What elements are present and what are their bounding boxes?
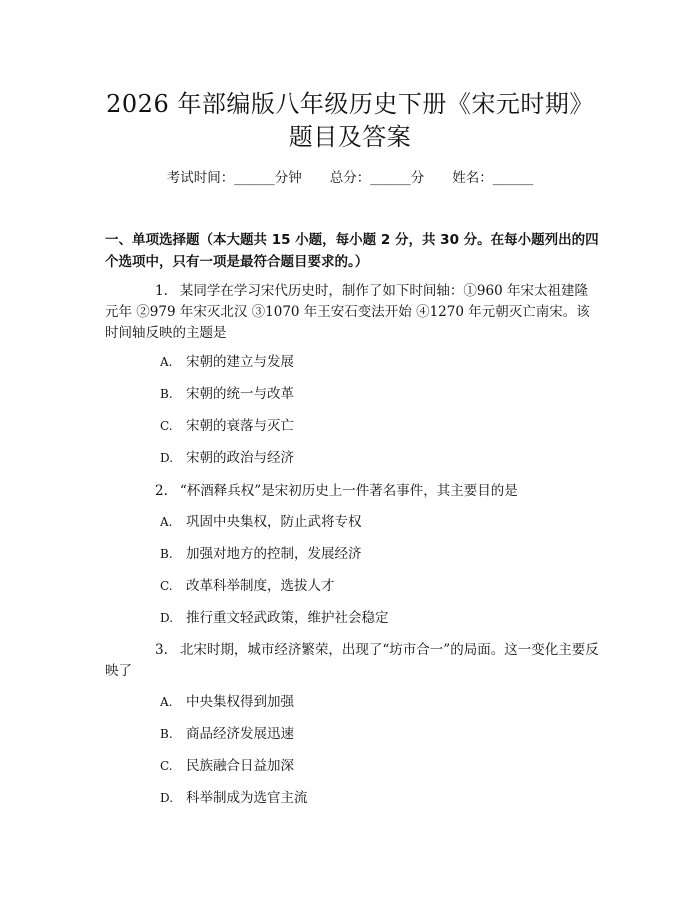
option-text: 宋朝的衰落与灭亡 (186, 418, 294, 434)
option-1d (160, 448, 294, 468)
exam-time-field: 考试时间：______分钟 (166, 170, 302, 186)
option-text: 宋朝的统一与改革 (186, 386, 294, 402)
option-letter: A. (160, 515, 173, 529)
option-letter: A. (160, 355, 173, 369)
total-score-field: 总分：______分 (329, 170, 425, 186)
option-letter: B. (160, 387, 173, 401)
option-text: 宋朝的政治与经济 (186, 450, 294, 466)
option-text: 宋朝的建立与发展 (186, 354, 294, 370)
question-2 (105, 481, 601, 502)
document-title-line1: 2026 年部编版八年级历史下册《宋元时期》 (106, 90, 594, 118)
option-letter: B. (160, 547, 173, 561)
section-heading: 一、单项选择题（本大题共 15 小题，每小题 2 分，共 30 分。在每小题列出的四个选项中，只有一项是最符合题目要求的。） (105, 232, 599, 270)
option-text: 巩固中央集权，防止武将专权 (186, 514, 362, 530)
option-letter: C. (160, 579, 173, 593)
option-text: 民族融合日益加深 (186, 758, 294, 774)
option-letter: D. (160, 451, 174, 465)
option-text: 中央集权得到加强 (186, 694, 294, 710)
option-1c (160, 416, 294, 436)
question-text: “杯酒释兵权”是宋初历史上一件著名事件，其主要目的是 (179, 483, 518, 499)
question-text: 某同学在学习宋代历史时，制作了如下时间轴：①960 年宋太祖建隆元年 ②979 年宋灭北汉 ③1070 年王安石变法开始 ④1270 年元朝灭亡南宋。该时间轴反映的主题是 (105, 283, 590, 341)
option-text: 科举制成为选官主流 (186, 790, 308, 806)
question-number: 2. (155, 483, 168, 499)
option-letter: C. (160, 759, 173, 773)
option-text: 加强对地方的控制，发展经济 (186, 546, 362, 562)
option-letter: B. (160, 727, 173, 741)
question-3 (105, 640, 601, 682)
option-2c (160, 576, 335, 596)
option-1b (160, 384, 294, 404)
student-name-field: 姓名：______ (452, 170, 534, 186)
question-1 (105, 281, 601, 344)
question-number: 3. (155, 642, 168, 658)
option-letter: D. (160, 611, 174, 625)
option-text: 改革科举制度，选拔人才 (186, 578, 335, 594)
option-2a (160, 512, 362, 532)
option-2d (160, 608, 389, 628)
option-2b (160, 544, 362, 564)
option-letter: C. (160, 419, 173, 433)
option-text: 商品经济发展迅速 (186, 726, 294, 742)
option-3b (160, 724, 294, 744)
option-letter: D. (160, 791, 174, 805)
option-3a (160, 692, 294, 712)
option-3d (160, 788, 308, 808)
question-number: 1. (155, 283, 168, 299)
option-text: 推行重文轻武政策，维护社会稳定 (186, 610, 389, 626)
option-3c (160, 756, 294, 776)
document-title-line2: 题目及答案 (288, 123, 412, 151)
option-letter: A. (160, 695, 173, 709)
exam-info (0, 168, 700, 188)
question-text: 北宋时期，城市经济繁荣，出现了“坊市合一”的局面。这一变化主要反映了 (105, 642, 599, 679)
option-1a (160, 352, 294, 372)
